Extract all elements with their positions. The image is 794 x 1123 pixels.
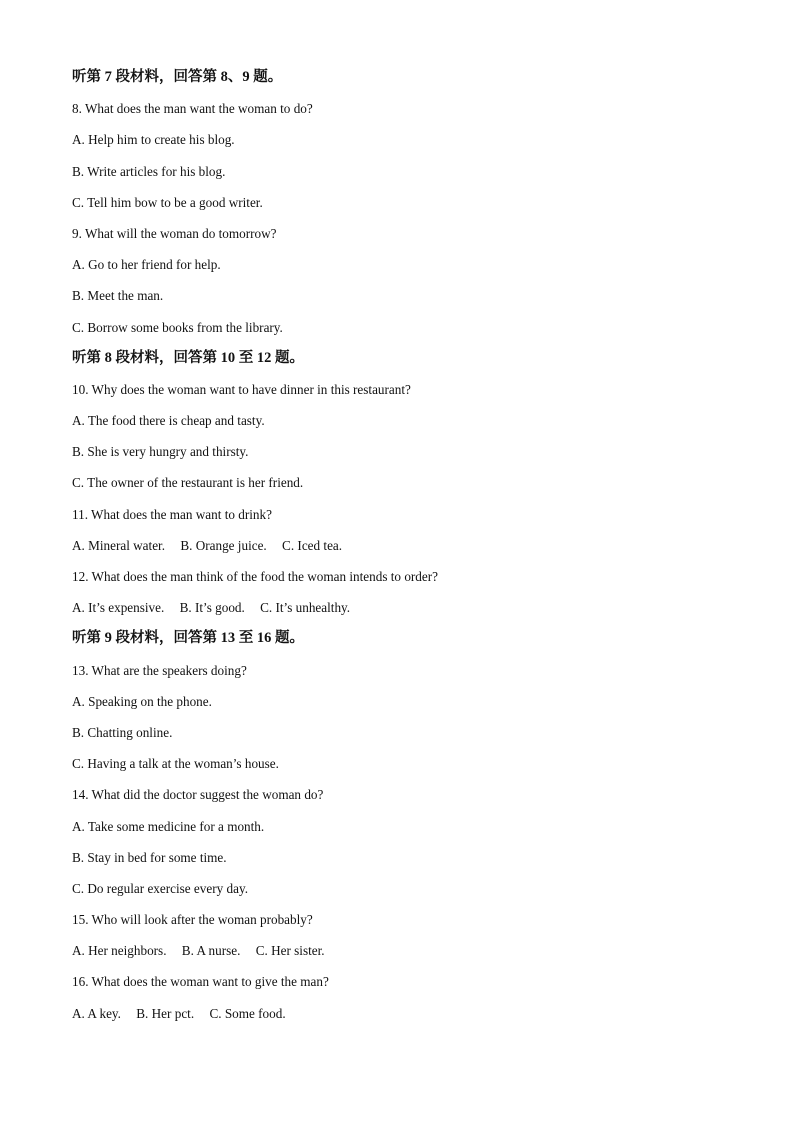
answer-option: B. A nurse. xyxy=(181,943,241,959)
document-page xyxy=(72,62,752,1029)
answer-option: A. Mineral water. xyxy=(72,537,166,553)
question-stem: 11. What does the man want to drink? xyxy=(72,506,272,522)
answer-option: A. Speaking on the phone. xyxy=(72,693,212,709)
answer-option: B. Meet the man. xyxy=(72,288,164,304)
answer-option: A. Take some medicine for a month. xyxy=(72,818,265,834)
answer-option: A. Her neighbors. xyxy=(72,943,167,959)
answer-option: A. It’s expensive. xyxy=(72,600,165,616)
answer-option: C. It’s unhealthy. xyxy=(260,600,351,616)
answer-option: B. Her pct. xyxy=(136,1005,195,1021)
answer-option: C. Her sister. xyxy=(255,943,325,959)
question-stem: 16. What does the woman want to give the man? xyxy=(72,974,329,990)
question-stem: 14. What did the doctor suggest the woman do? xyxy=(72,787,324,803)
inline-options-row xyxy=(72,592,752,623)
question-stem: 13. What are the speakers doing? xyxy=(72,662,247,678)
answer-option: B. She is very hungry and thirsty. xyxy=(72,444,249,460)
section-heading: 听第 8 段材料，回答第 10 至 12 题。 xyxy=(72,349,304,366)
answer-option: B. Chatting online. xyxy=(72,724,173,740)
question-stem: 15. Who will look after the woman probably? xyxy=(72,912,313,928)
question-stem: 8. What does the man want the woman to do? xyxy=(72,101,313,117)
answer-option: C. The owner of the restaurant is her friend. xyxy=(72,475,304,491)
answer-option: A. A key. xyxy=(72,1005,121,1021)
answer-option: C. Having a talk at the woman’s house. xyxy=(72,756,279,772)
answer-option: C. Borrow some books from the library. xyxy=(72,319,283,335)
answer-option: B. It’s good. xyxy=(179,600,245,616)
answer-option: C. Do regular exercise every day. xyxy=(72,880,248,896)
section-heading: 听第 7 段材料，回答第 8、9 题。 xyxy=(72,69,283,85)
answer-option: A. Help him to create his blog. xyxy=(72,132,235,148)
answer-option: A. Go to her friend for help. xyxy=(72,257,221,273)
inline-options-row xyxy=(72,935,752,966)
answer-option: A. The food there is cheap and tasty. xyxy=(72,413,265,429)
answer-option: C. Iced tea. xyxy=(282,537,343,553)
inline-options-row xyxy=(72,530,752,561)
answer-option: B. Write articles for his blog. xyxy=(72,163,226,179)
question-stem: 9. What will the woman do tomorrow? xyxy=(72,225,277,241)
answer-option: B. Orange juice. xyxy=(180,537,267,553)
section-heading: 听第 9 段材料，回答第 13 至 16 题。 xyxy=(72,630,304,647)
answer-option: C. Tell him bow to be a good writer. xyxy=(72,194,263,210)
inline-options-row xyxy=(72,998,752,1029)
answer-option: C. Some food. xyxy=(209,1005,286,1021)
question-stem: 10. Why does the woman want to have dinner in this restaurant? xyxy=(72,381,411,397)
question-stem: 12. What does the man think of the food the woman intends to order? xyxy=(72,569,438,584)
answer-option: B. Stay in bed for some time. xyxy=(72,849,227,865)
